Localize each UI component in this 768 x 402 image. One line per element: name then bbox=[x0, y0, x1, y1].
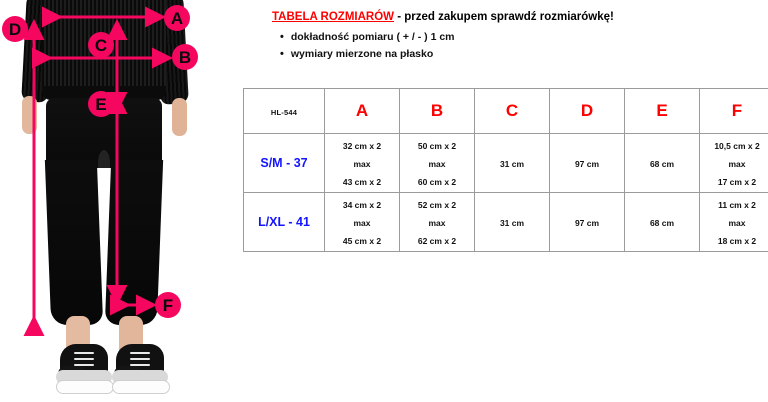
list-item: • wymiary mierzone na płasko bbox=[280, 48, 455, 60]
cell-a: 32 cm x 2 max 43 cm x 2 bbox=[325, 134, 400, 193]
headline bbox=[272, 11, 614, 23]
column-header-c: C bbox=[475, 89, 550, 134]
table-row bbox=[244, 193, 768, 252]
measurement-notes-list bbox=[280, 31, 455, 65]
measure-marker-d: D bbox=[2, 16, 28, 42]
size-label-cell: L/XL - 41 bbox=[244, 193, 325, 252]
column-header-e: E bbox=[625, 89, 700, 134]
headline-title: TABELA ROZMIARÓW bbox=[272, 11, 395, 23]
list-item: • dokładność pomiaru ( + / - ) 1 cm bbox=[280, 31, 455, 43]
cell-b: 50 cm x 2 max 60 cm x 2 bbox=[400, 134, 475, 193]
measure-marker-c: C bbox=[88, 32, 114, 58]
cell-d: 97 cm bbox=[550, 193, 625, 252]
cell-c: 31 cm bbox=[475, 193, 550, 252]
measure-marker-a: A bbox=[164, 5, 190, 31]
size-info-panel bbox=[230, 0, 768, 402]
column-header-f: F bbox=[700, 89, 768, 134]
cell-a: 34 cm x 2 max 45 cm x 2 bbox=[325, 193, 400, 252]
measure-marker-b: B bbox=[172, 44, 198, 70]
cell-b: 52 cm x 2 max 62 cm x 2 bbox=[400, 193, 475, 252]
measure-marker-e: E bbox=[88, 91, 114, 117]
cell-d: 97 cm bbox=[550, 134, 625, 193]
column-header-b: B bbox=[400, 89, 475, 134]
headline-subtitle: - przed zakupem sprawdź rozmiarówkę! bbox=[394, 11, 614, 23]
product-code-cell: HL-544 bbox=[244, 89, 325, 134]
cell-f: 10,5 cm x 2 max 17 cm x 2 bbox=[700, 134, 768, 193]
measurement-diagram-panel bbox=[0, 0, 230, 402]
size-table bbox=[243, 88, 768, 252]
cell-e: 68 cm bbox=[625, 134, 700, 193]
column-header-d: D bbox=[550, 89, 625, 134]
table-row-header bbox=[244, 89, 768, 134]
cell-e: 68 cm bbox=[625, 193, 700, 252]
cell-c: 31 cm bbox=[475, 134, 550, 193]
measure-marker-f: F bbox=[155, 292, 181, 318]
table-row bbox=[244, 134, 768, 193]
column-header-a: A bbox=[325, 89, 400, 134]
cell-f: 11 cm x 2 max 18 cm x 2 bbox=[700, 193, 768, 252]
size-label-cell: S/M - 37 bbox=[244, 134, 325, 193]
